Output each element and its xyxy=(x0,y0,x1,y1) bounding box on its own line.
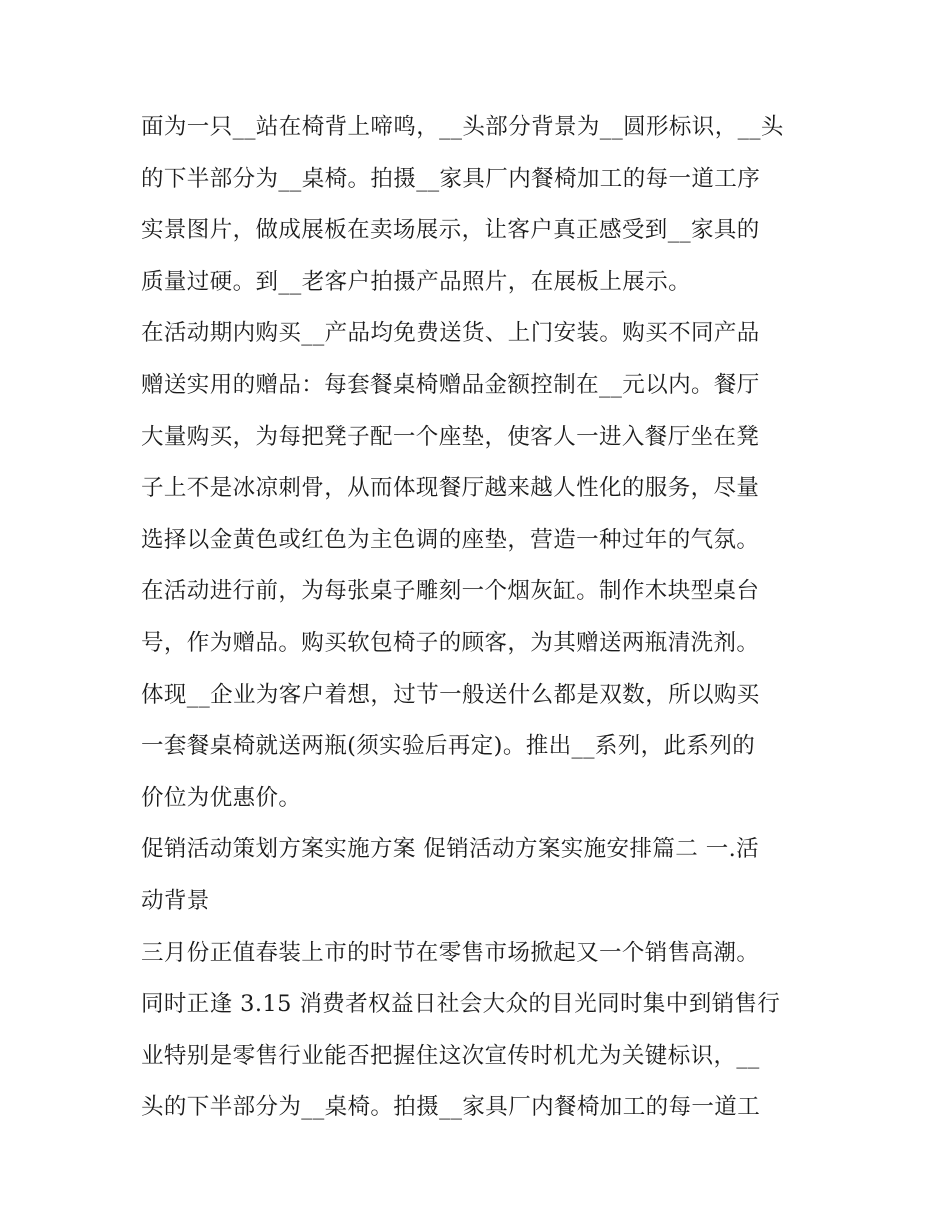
text-line: 子上不是冰凉刺骨，从而体现餐厅越来越人性化的服务，尽量 xyxy=(141,475,760,502)
text-line: 号，作为赠品。购买软包椅子的顾客，为其赠送两瓶清洗剂。 xyxy=(141,629,760,656)
text-line: 的下半部分为__桌椅。拍摄__家具厂内餐椅加工的每一道工序 xyxy=(141,165,761,192)
text-line: 实景图片，做成展板在卖场展示，让客户真正感受到__家具的 xyxy=(141,217,760,244)
text-line: 一套餐桌椅就送两瓶(须实验后再定)。推出__系列，此系列的 xyxy=(141,733,756,760)
section-heading-line: 促销活动策划方案实施方案 促销活动方案实施安排篇二 一.活 xyxy=(141,836,760,863)
text-line: 选择以金黄色或红色为主色调的座垫，营造一种过年的气氛。 xyxy=(141,526,760,553)
section-heading-line: 动背景 xyxy=(141,887,210,914)
text-line: 大量购买，为每把凳子配一个座垫，使客人一进入餐厅坐在凳 xyxy=(141,423,760,450)
text-line: 三月份正值春装上市的时节在零售市场掀起又一个销售高潮。 xyxy=(141,939,760,966)
text-line: 在活动进行前，为每张桌子雕刻一个烟灰缸。制作木块型桌台 xyxy=(141,578,760,605)
text-line: 业特别是零售行业能否把握住这次宣传时机尤为关键标识，__ xyxy=(141,1042,760,1069)
text-line: 在活动期内购买__产品均免费送货、上门安装。购买不同产品 xyxy=(141,320,760,347)
text-line: 体现__企业为客户着想，过节一般送什么都是双数，所以购买 xyxy=(141,681,760,708)
document-page xyxy=(141,102,821,1134)
text-line: 质量过硬。到__老客户拍摄产品照片，在展板上展示。 xyxy=(141,268,692,295)
text-line: 面为一只__站在椅背上啼鸣，__头部分背景为__圆形标识，__头 xyxy=(141,114,784,140)
text-line: 赠送实用的赠品：每套餐桌椅赠品金额控制在__元以内。餐厅 xyxy=(141,371,760,398)
text-line: 头的下半部分为__桌椅。拍摄__家具厂内餐椅加工的每一道工 xyxy=(141,1094,761,1121)
text-line: 同时正逢 3.15 消费者权益日社会大众的目光同时集中到销售行 xyxy=(141,991,781,1018)
text-line: 价位为优惠价。 xyxy=(141,784,302,811)
